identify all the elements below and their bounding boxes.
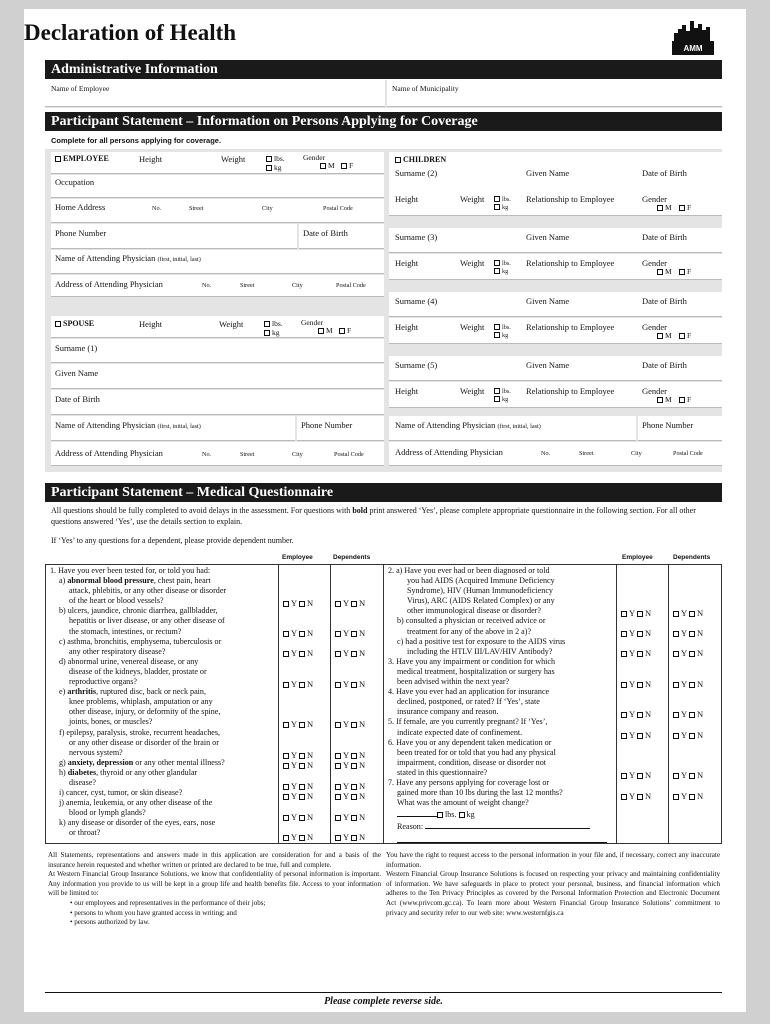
child-lbs-checkbox[interactable]: lbs. <box>494 259 511 269</box>
yes-no-checkbox[interactable]: Y N <box>673 791 703 801</box>
child-kg-checkbox[interactable]: kg <box>494 203 508 213</box>
yes-no-checkbox[interactable]: Y N <box>621 628 651 638</box>
yes-no-checkbox[interactable]: Y N <box>283 648 313 658</box>
yes-no-checkbox[interactable]: Y N <box>335 648 365 658</box>
child-kg-checkbox[interactable]: kg <box>494 267 508 277</box>
section-participant-header: Participant Statement – Information on Persons Applying for Coverage <box>45 112 722 131</box>
child-gender-m[interactable]: M <box>657 267 672 277</box>
spouse-height-field[interactable]: Height <box>139 319 163 329</box>
spouse-lbs-checkbox[interactable]: lbs. <box>264 319 283 329</box>
amm-logo <box>672 19 714 57</box>
dependent-note: If ‘Yes’ to any questions for a dependent, please provide dependent number. <box>51 536 294 545</box>
employee-gender-m[interactable]: M <box>320 161 335 171</box>
yes-no-checkbox[interactable]: Y N <box>673 608 703 618</box>
employee-weight-field[interactable]: Weight <box>221 154 246 164</box>
yes-no-checkbox[interactable]: Y N <box>283 760 313 770</box>
privacy-right: You have the right to request access to the personal information in your file and, if necessary, correct any inaccurate information. Western Financial Group Insurance Solutions is focused on respecting your privacy and maintaining confidentiality of information. We have safeguards in place to protect your personal, business, and financial information which adheres to the Ten Privacy Principles as covered by the Personal Information Protection and Electronic Document Act (www.privcom.gc.ca). To learn more about Western Financial Group Insurance Solutions’ commitment to privacy and security refer to our web site: www.westernfgis.ca <box>386 851 720 917</box>
yes-no-checkbox[interactable]: Y N <box>621 648 651 658</box>
employee-checkbox[interactable]: EMPLOYEE <box>55 154 109 164</box>
yes-no-checkbox[interactable]: Y N <box>283 812 313 822</box>
yes-no-checkbox[interactable]: Y N <box>621 679 651 689</box>
children-checkbox[interactable]: CHILDREN <box>395 155 446 165</box>
yes-no-checkbox[interactable]: Y N <box>621 791 651 801</box>
reverse-side-note: Please complete reverse side. <box>45 992 722 1007</box>
yes-no-checkbox[interactable]: Y N <box>283 791 313 801</box>
yes-no-checkbox[interactable]: Y N <box>335 832 365 842</box>
weight-change-field[interactable]: lbs. kg <box>388 810 616 820</box>
yes-no-checkbox[interactable]: Y N <box>673 730 703 740</box>
child-gender-f[interactable]: F <box>679 267 691 277</box>
child-lbs-checkbox[interactable]: lbs. <box>494 323 511 333</box>
yes-no-checkbox[interactable]: Y N <box>673 679 703 689</box>
spouse-checkbox[interactable]: SPOUSE <box>55 319 94 329</box>
logo-text: AMM <box>683 44 703 53</box>
yes-no-checkbox[interactable]: Y N <box>283 832 313 842</box>
spouse-dob-field[interactable] <box>51 390 384 415</box>
spouse-kg-checkbox[interactable]: kg <box>264 328 280 338</box>
spouse-gender-m[interactable]: M <box>318 326 333 336</box>
child-gender-m[interactable]: M <box>657 395 672 405</box>
yes-no-checkbox[interactable]: Y N <box>335 791 365 801</box>
page-title: Declaration of Health <box>24 20 237 45</box>
yes-no-checkbox[interactable]: Y N <box>335 719 365 729</box>
employee-name-label: Name of Employee <box>51 84 110 93</box>
yes-no-checkbox[interactable]: Y N <box>335 750 365 760</box>
yes-no-checkbox[interactable]: Y N <box>335 781 365 791</box>
employee-kg-checkbox[interactable]: kg <box>266 163 282 173</box>
reason-field[interactable]: Reason: <box>388 822 616 832</box>
yes-no-checkbox[interactable]: Y N <box>283 628 313 638</box>
yes-no-checkbox[interactable]: Y N <box>673 628 703 638</box>
child-lbs-checkbox[interactable]: lbs. <box>494 387 511 397</box>
child-gender-m[interactable]: M <box>657 331 672 341</box>
child-gender-m[interactable]: M <box>657 203 672 213</box>
yes-no-checkbox[interactable]: Y N <box>621 770 651 780</box>
checkbox-icon <box>55 156 61 162</box>
privacy-left: All Statements, representations and answers made in this application are consideration for and a basis of the insurance herein requested and whether written or printed are declared to be true, full and complete. At Western Financial Group Insurance Solutions, we know that confidentiality of personal information is important. Any information you provide to us will be kept in a group life and health benefits file. Access to your information will be limited to: • our employees and representatives in the performance of their jobs; • persons to whom you have granted access in writing; and • persons authorized by law. <box>48 851 381 927</box>
yes-no-checkbox[interactable]: Y N <box>283 750 313 760</box>
child-kg-checkbox[interactable]: kg <box>494 395 508 405</box>
spouse-given-name-field[interactable] <box>51 364 384 389</box>
spouse-weight-field[interactable]: Weight <box>219 319 244 329</box>
yes-no-checkbox[interactable]: Y N <box>283 598 313 608</box>
yes-no-checkbox[interactable]: Y N <box>673 709 703 719</box>
coverage-note: Complete for all persons applying for coverage. <box>51 136 222 145</box>
yes-no-checkbox[interactable]: Y N <box>673 648 703 658</box>
municipality-name-label: Name of Municipality <box>392 84 459 93</box>
yes-no-checkbox[interactable]: Y N <box>335 679 365 689</box>
occupation-field[interactable] <box>51 175 384 198</box>
yes-no-checkbox[interactable]: Y N <box>335 598 365 608</box>
questions-left: 1. Have you ever been tested for, or told you had: a) abnormal blood pressure, chest pain, heart attack, phlebitis, or any other disease or disorder of the heart or blood vessels? b) ulcers, jaundice, chronic diarrhea, gallbladder, hepatitis or liver disease, or any other disease of the stomach, intestines, or rectum? c) asthma, bronchitis, emphysema, tuberculosis or any other respiratory disease? d) abnormal urine, venereal disease, or any disease of the kidneys, bladder, prostate or reproductive organs? e) arthritis, ruptured disc, back or neck pain, knee problems, whiplash, amputation or any other disease, injury, or deformity of the spine, joints, bones, or muscles? f) epilepsy, paralysis, stroke, recurrent headaches, or any other disease or disorder of the brain or nervous system? g) anxiety, depression or any other mental illness? h) diabetes, thyroid or any other glandular disease? i) cancer, cyst, tumor, or skin disease? j) anemia, leukemia, or any other disease of the blood or lymph glands? k) any disease or disorder of the eyes, ears, nose or throat? <box>50 566 227 838</box>
questions-right: 2. a) Have you ever had or been diagnosed or told you had AIDS (Acquired Immune Deficiency Syndrome), HIV (Human Immunodeficiency Virus), ARC (AIDS Related Complex) or any other immunological disease or disorder? b) consulted a physician or received advice or treatment for any of the above in 2 a)? c) had a positive test for exposure to the AIDS virus including the HTLV III/LAV/HIV Antibody? 3. Have you any impairment or condition for which medical treatment, hospitalization or surgery has been advised within the next year? 4. Have you ever had an application for insurance declined, postponed, or rated? If ‘Yes’, state insurance company and reason. 5. If female, are you currently pregnant? If ‘Yes’, indicate expected date of confinement. 6. Have you or any dependent taken medication or been treated for or told that you had any physical impairment, condition, disease or disorder not stated in this questionnaire? 7. Have any persons applying for coverage lost or gained more than 10 lbs during the last 12 months? What was the amount of weight change? lbs. kg Reason: <box>388 566 616 847</box>
section-admin-header: Administrative Information <box>45 60 722 79</box>
child-gender-f[interactable]: F <box>679 331 691 341</box>
employee-gender-f[interactable]: F <box>341 161 353 171</box>
child-gender-f[interactable]: F <box>679 395 691 405</box>
medical-intro: All questions should be fully completed to avoid delays in the assessment. For questions with bold print answered ‘Yes’, please complete appropriate questionnaire in the following section. For all other questions answered ‘Yes’, use the details section to explain. <box>51 506 696 526</box>
yes-no-checkbox[interactable]: Y N <box>283 719 313 729</box>
child-kg-checkbox[interactable]: kg <box>494 331 508 341</box>
yes-no-checkbox[interactable]: Y N <box>335 628 365 638</box>
yes-no-checkbox[interactable]: Y N <box>621 730 651 740</box>
yes-no-checkbox[interactable]: Y N <box>283 679 313 689</box>
spouse-surname-field[interactable] <box>51 339 384 363</box>
employee-lbs-checkbox[interactable]: lbs. <box>266 154 285 164</box>
yes-no-checkbox[interactable]: Y N <box>283 781 313 791</box>
yes-no-checkbox[interactable]: Y N <box>673 770 703 780</box>
section-medical-header: Participant Statement – Medical Questionnaire <box>45 483 722 502</box>
yes-no-checkbox[interactable]: Y N <box>621 608 651 618</box>
child-gender-f[interactable]: F <box>679 203 691 213</box>
spouse-gender-f[interactable]: F <box>339 326 351 336</box>
yes-no-checkbox[interactable]: Y N <box>335 812 365 822</box>
employee-gender-label: Gender <box>303 153 326 162</box>
employee-height-field[interactable]: Height <box>139 154 163 164</box>
child-lbs-checkbox[interactable]: lbs. <box>494 195 511 205</box>
yes-no-checkbox[interactable]: Y N <box>621 709 651 719</box>
yes-no-checkbox[interactable]: Y N <box>335 760 365 770</box>
